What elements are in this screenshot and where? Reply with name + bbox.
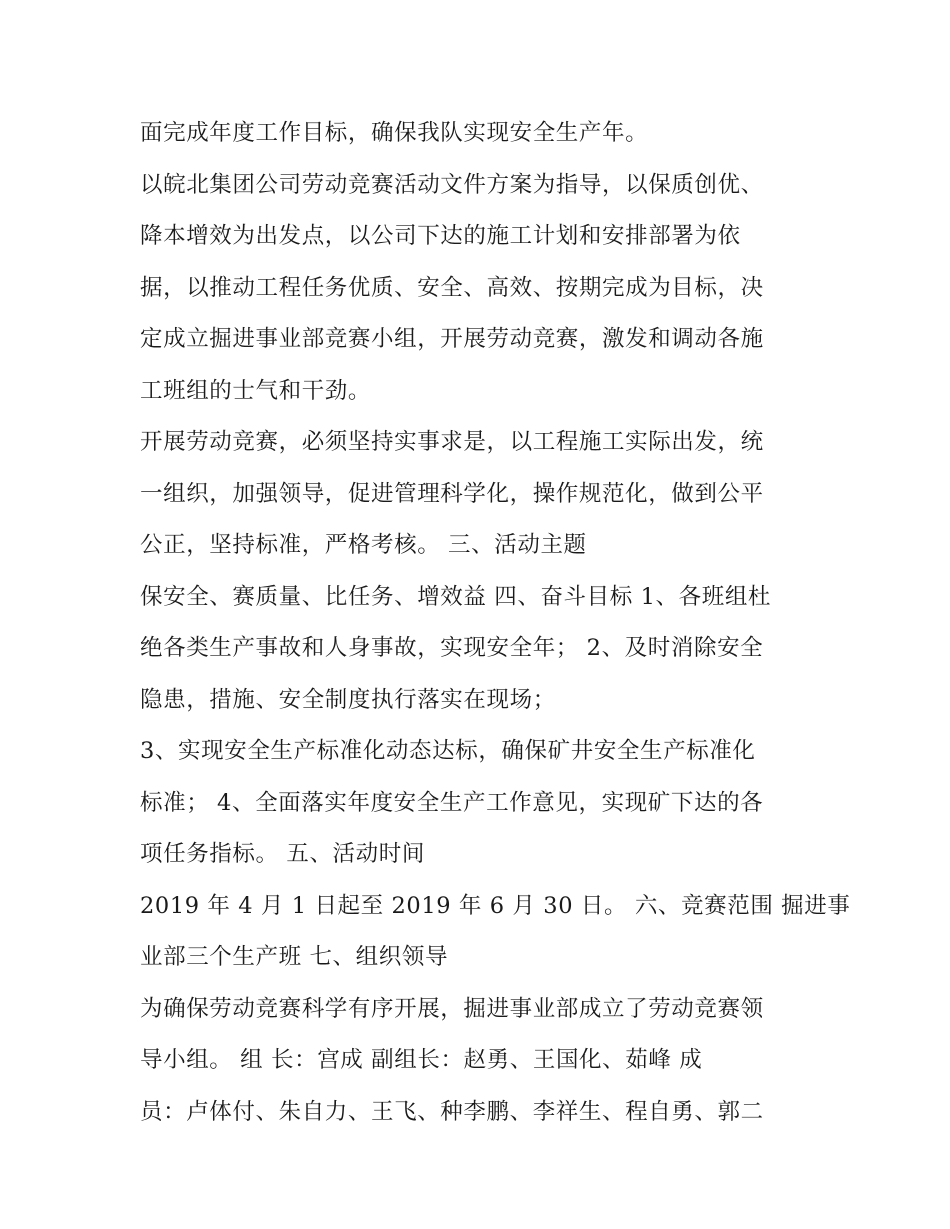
text-line: 为确保劳动竞赛科学有序开展，掘进事业部成立了劳动竞赛领 xyxy=(140,995,764,1022)
text-line: 面完成年度工作目标，确保我队实现安全生产年。 xyxy=(140,120,649,146)
text-line: 隐患，措施、安全制度执行落实在现场； xyxy=(140,686,556,713)
text-line: 降本增效为出发点，以公司下达的施工计划和安排部署为依 xyxy=(140,223,741,249)
text-line: 公正，坚持标准，严格考核。 三、活动主题 xyxy=(140,532,587,558)
text-line: 开展劳动竞赛，必须坚持实事求是，以工程施工实际出发，统 xyxy=(140,429,764,455)
document-body xyxy=(140,108,851,1138)
text-line: 业部三个生产班 七、组织领导 xyxy=(140,944,449,970)
text-line: 导小组。 组 长：宫成 副组长：赵勇、王国化、茹峰 成 xyxy=(140,1047,703,1073)
text-line: 据，以推动工程任务优质、安全、高效、按期完成为目标，决 xyxy=(140,274,764,301)
text-line: 3、实现安全生产标准化动态达标，确保矿井安全生产标准化 xyxy=(140,738,756,764)
text-line: 以皖北集团公司劳动竞赛活动文件方案为指导，以保质创优、 xyxy=(140,171,764,198)
text-line: 绝各类生产事故和人身事故，实现安全年； 2、及时消除安全 xyxy=(140,635,764,661)
text-line: 定成立掘进事业部竞赛小组，开展劳动竞赛，激发和调动各施 xyxy=(140,326,764,352)
text-line: 员：卢体付、朱自力、王飞、种李鹏、李祥生、程自勇、郭二 xyxy=(140,1098,764,1125)
text-line: 项任务指标。 五、活动时间 xyxy=(140,841,425,867)
text-line: 2019 年 4 月 1 日起至 2019 年 6 月 30 日。 六、竞赛范围 掘进事 xyxy=(140,892,851,919)
text-line: 一组织，加强领导，促进管理科学化，操作规范化，做到公平 xyxy=(140,480,764,507)
text-line: 保安全、赛质量、比任务、增效益 四、奋斗目标 1、各班组杜 xyxy=(140,583,772,610)
text-line: 工班组的士气和干劲。 xyxy=(140,377,372,404)
text-line: 标准； 4、全面落实年度安全生产工作意见，实现矿下达的各 xyxy=(140,789,764,816)
